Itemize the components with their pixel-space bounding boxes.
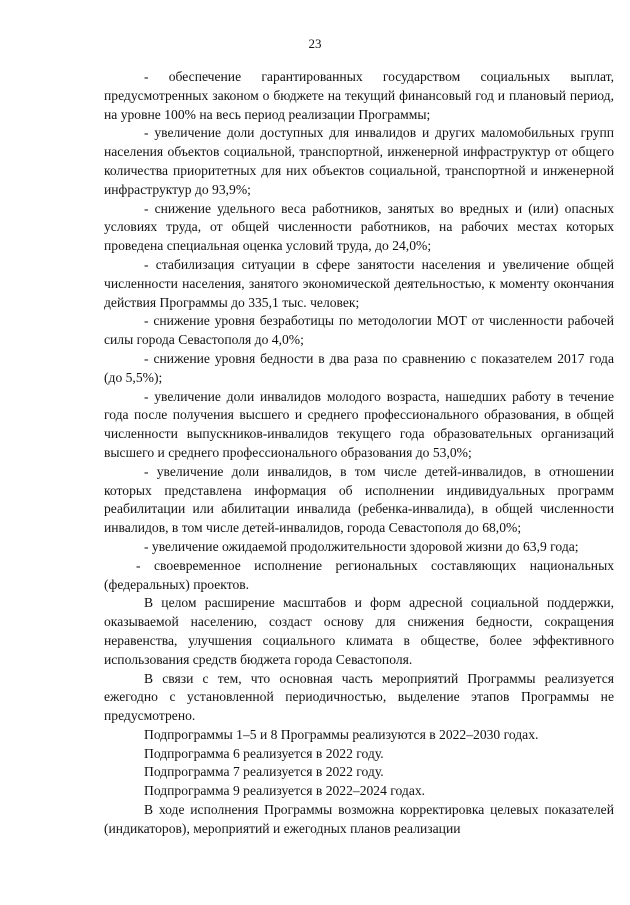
paragraph: Подпрограмма 9 реализуется в 2022–2024 годах.: [144, 783, 426, 799]
paragraph: - снижение удельного веса работников, занятых во вредных и (или) опасных условиях труда, от общей численности работников, на рабочих местах которых проведена специальная оценка условий труда, до 24,0%;: [104, 200, 614, 254]
paragraph: Подпрограммы 1–5 и 8 Программы реализуются в 2022–2030 годах.: [144, 726, 539, 742]
paragraph: - снижение уровня безработицы по методологии МОТ от численности рабочей силы города Севастополя до 4,0%;: [104, 313, 614, 348]
paragraph: - увеличение доли инвалидов, в том числе детей-инвалидов, в отношении которых представлена информация об исполнении индивидуальных программ реабилитации или абилитации инвалида (ребенка-инвалида), в общей численности инвалидов, в том числе детей-инвалидов, города Севастополя до 68,0%;: [104, 463, 614, 536]
paragraph: - стабилизация ситуации в сфере занятости населения и увеличение общей численности населения, занятого экономической деятельностью, к моменту окончания действия Программы до 335,1 тыс. человек;: [104, 256, 614, 310]
paragraph: - обеспечение гарантированных государством социальных выплат, предусмотренных законом о бюджете на текущий финансовый год и плановый период, на уровне 100% на весь период реализации Программы;: [104, 69, 614, 122]
document-body: [104, 68, 614, 839]
paragraph: - увеличение доли инвалидов молодого возраста, нашедших работу в течение года после получения высшего и среднего профессионального образования, в общей численности выпускников-инвалидов текущего года образовательных организаций высшего и среднего профессионального образования до 53,0%;: [104, 388, 614, 460]
paragraph: В ходе исполнения Программы возможна корректировка целевых показателей (индикаторов), мероприятий и ежегодных планов реализации: [104, 802, 614, 836]
paragraph: - увеличение ожидаемой продолжительности здоровой жизни до 63,9 года;: [144, 538, 579, 554]
page-number: 23: [308, 36, 322, 51]
paragraph: В связи с тем, что основная часть мероприятий Программы реализуется ежегодно с установленной периодичностью, выделение этапов Программы не предусмотрено.: [104, 670, 614, 724]
paragraph: Подпрограмма 6 реализуется в 2022 году.: [144, 745, 384, 761]
paragraph: Подпрограмма 7 реализуется в 2022 году.: [144, 764, 384, 780]
paragraph: - снижение уровня бедности в два раза по сравнению с показателем 2017 года (до 5,5%);: [104, 350, 614, 385]
paragraph: - увеличение доли доступных для инвалидов и других маломобильных групп населения объектов социальной, транспортной, инженерной инфраструктур от общего количества приоритетных для них объектов социальной, транспортной и инженерной инфраструктур до 93,9%;: [104, 125, 614, 197]
paragraph: - своевременное исполнение региональных составляющих национальных (федеральных) проектов.: [104, 557, 614, 592]
paragraph: В целом расширение масштабов и форм адресной социальной поддержки, оказываемой населению, создаст основу для снижения бедности, сокращения неравенства, улучшения социального климата в обществе, более эффективного использования средств бюджета города Севастополя.: [104, 595, 614, 667]
